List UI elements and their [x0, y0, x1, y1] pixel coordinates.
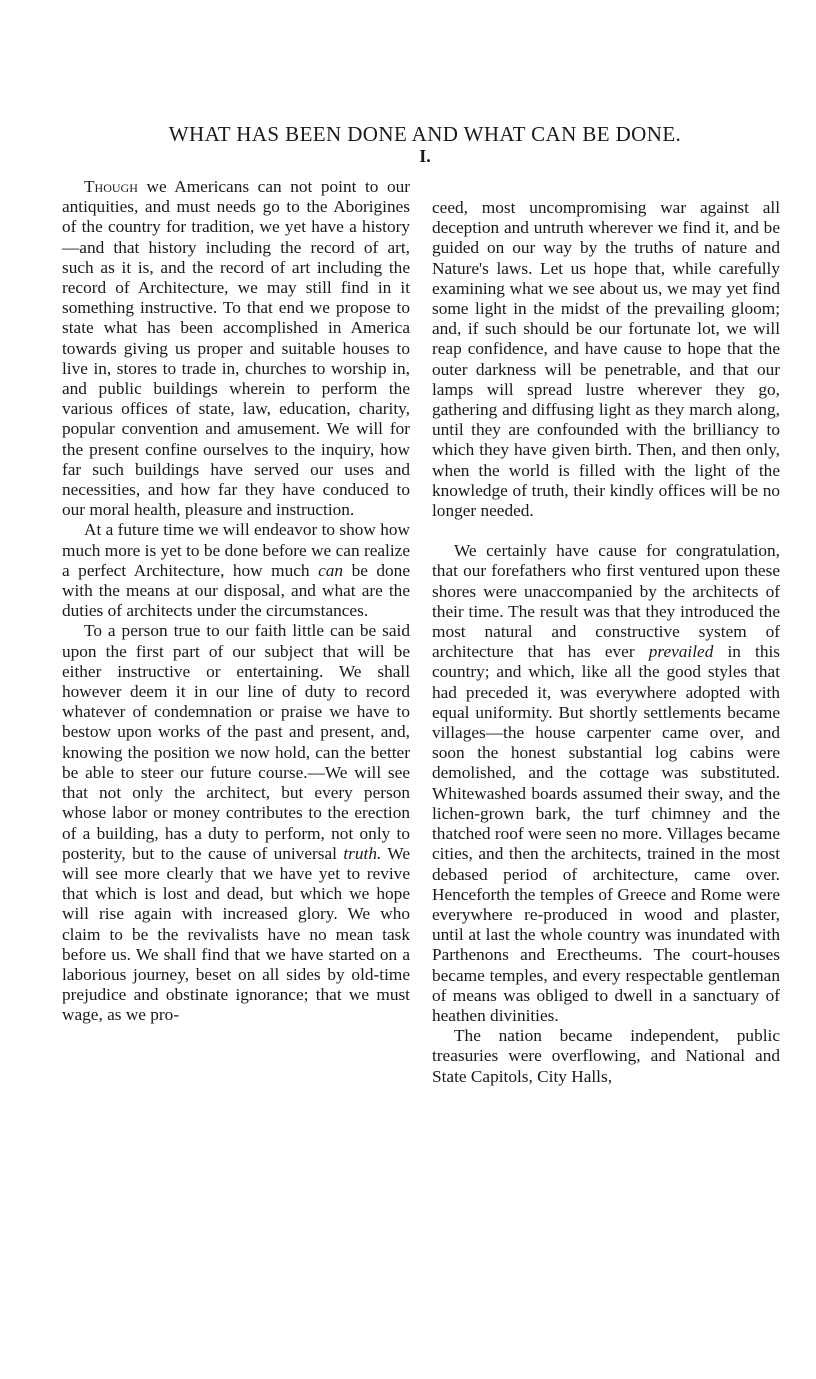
right-paragraph-2-emphasis: prevailed — [648, 642, 714, 662]
left-paragraph-3 — [62, 621, 410, 1025]
left-paragraph-2-emphasis: can — [318, 560, 344, 580]
left-paragraph-3-text-b: We will see more clearly that we have yet to revive that which is lost and dead, but which we hope will rise again with increased glory. We who claim to be the revivalists have no mean task before us. We shall find that we have started on a laborious journey, beset on all sides by old-time prejudice and obstinate ignorance; that we must wage, as we pro- — [62, 843, 410, 1025]
drop-lead-word: Though — [84, 177, 138, 196]
left-paragraph-2-text-a: At a future time we will endeavor to show how much more is yet to be done before we can realize a perfect Architecture, how much — [62, 520, 410, 580]
section-number: I. — [419, 146, 431, 166]
left-paragraph-1-text: we Americans can not point to our antiquities, and must needs go to the Aborigines of the country for tradition, we yet have a history—and that history including the record of art, such as it is, and the record of art including the record of Architecture, we may still find in it something instructive. To that end we propose to state what has been accomplished in America towards giving us proper and suitable houses to live in, stores to trade in, churches to worship in, and public buildings wherein to perform the various offices of state, law, education, charity, popular convention and amusement. We will for the present confine ourselves to the inquiry, how far such buildings have served our uses and necessities, and how far they have conduced to our moral health, pleasure and instruction. — [62, 177, 410, 520]
right-paragraph-2-text-a: We certainly have cause for congratulation, that our forefathers who first ventured upon these shores were unaccompanied by the architects of their time. The result was that they introduced the most natural and constructive system of architecture that has ever — [432, 541, 780, 662]
left-column — [62, 177, 410, 1026]
left-paragraph-3-text-a: To a person true to our faith little can be said upon the first part of our subject that will be either instructive or entertaining. We shall however deem it in our line of duty to record whatever of condemnation or praise we have to bestow upon works of the past and present, and, knowing the position we now hold, can the better be able to steer our future course.—We will see that not only the architect, but every person whose labor or money contributes to the erection of a building, has a duty to perform, not only to posterity, but to the cause of universal — [62, 621, 410, 863]
left-paragraph-2-text-b: be done with the means at our disposal, and what are the duties of architects under the circumstances. — [62, 560, 410, 621]
article-title: WHAT HAS BEEN DONE AND WHAT CAN BE DONE. — [168, 122, 682, 146]
right-paragraph-2 — [432, 541, 780, 1026]
left-paragraph-3-emphasis: truth. — [343, 843, 382, 863]
right-paragraph-1: ceed, most uncompromising war against all deception and untruth wherever we find it, and be guided on our way by the truths of nature and Nature's laws. Let us hope that, while carefully examining what we see about us, we may yet find some light in the midst of the prevailing gloom; and, if such should be our fortunate lot, we will reap confidence, and have cause to hope that the outer darkness will be penetrable, and that our lamps will spread lustre wherever they go, gathering and diffusing light as they march along, until they are confounded with the brilliancy to which they have given birth. Then, and then only, when the world is filled with the light of the knowledge of truth, their kindly offices will be no longer needed. — [432, 198, 780, 521]
left-paragraph-2 — [62, 520, 410, 621]
left-paragraph-1 — [62, 177, 410, 520]
right-column — [432, 198, 780, 1087]
right-paragraph-3: The nation became independent, public treasuries were overflowing, and National and State Capitols, City Halls, — [432, 1026, 780, 1086]
right-paragraph-2-text-b: in this country; and which, like all the good styles that had preceded it, was everywhere adopted with equal uniformity. But shortly settlements became villages—the house carpenter came over, and soon the honest substantial log cabins were demolished, and the cottage was substituted. Whitewashed boards assumed their sway, and the lichen-grown bark, the turf chimney and the thatched roof were seen no more. Villages became cities, and then the architects, trained in the most debased period of architecture, came over. Henceforth the temples of Greece and Rome were everywhere re-produced in wood and plaster, until at last the whole country was inundated with Parthenons and Erectheums. The court-houses became temples, and every respectable gentleman of means was obliged to dwell in a sanctuary of heathen divinities. — [432, 642, 780, 1025]
